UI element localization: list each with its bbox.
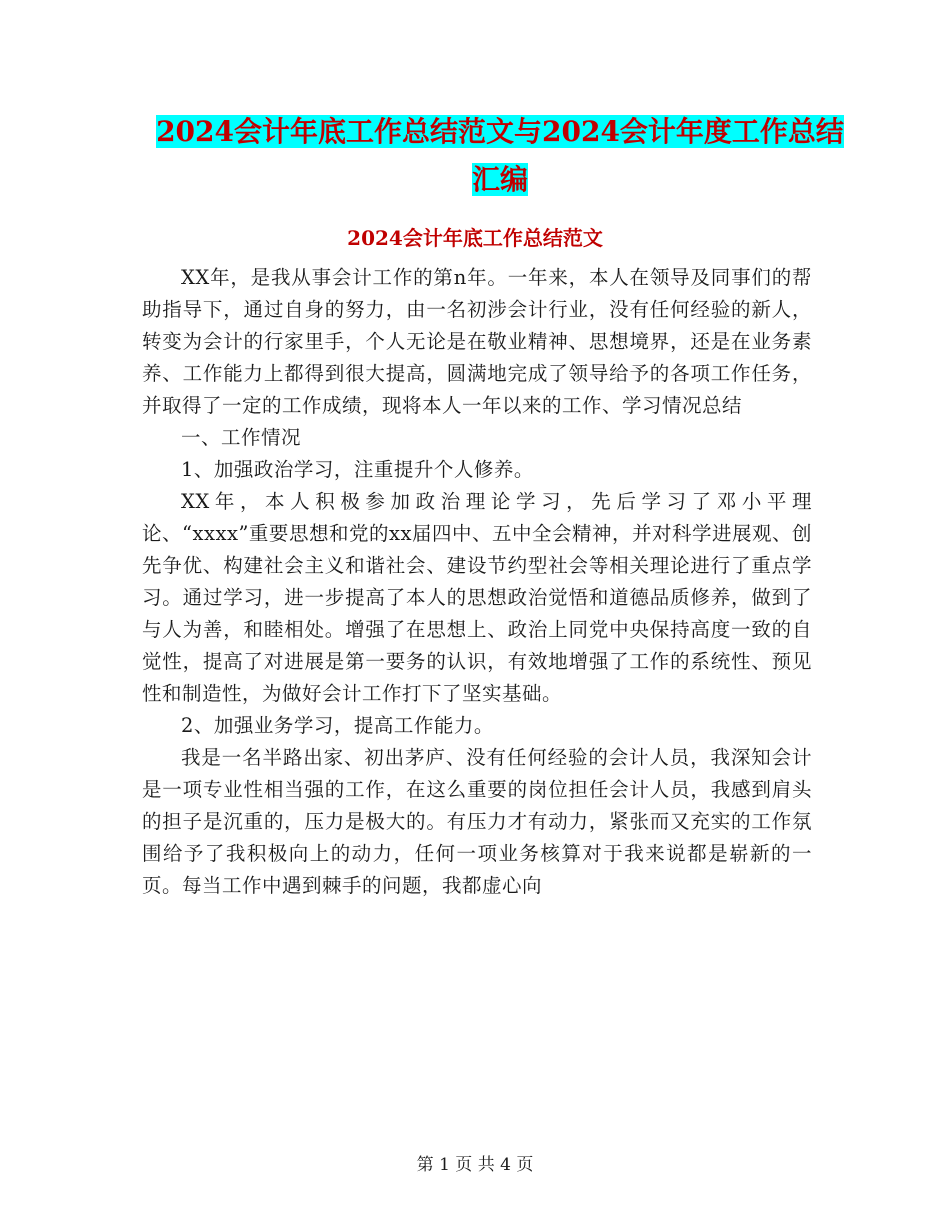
paragraph-business-study: 我是一名半路出家、初出茅庐、没有任何经验的会计人员，我深知会计是一项专业性相当强的工作，在这么重要的岗位担任会计人员，我感到肩头的担子是沉重的，压力是极大的。有压力才有动力，紧张而又充实的工作氛围给予了我积极向上的动力，任何一项业务核算对于我来说都是崭新的一页。每当工作中遇到棘手的问题，我都虚心向 xyxy=(142,746,812,897)
document-body xyxy=(142,262,812,902)
paragraph-political-study: XX年，本人积极参加政治理论学习，先后学习了邓小平理论、“xxxx”重要思想和党的xx届四中、五中全会精神，并对科学进展观、创先争优、构建社会主义和谐社会、建设节约型社会等相关理论进行了重点学习。通过学习，进一步提高了本人的思想政治觉悟和道德品质修养，做到了与人为善，和睦相处。增强了在思想上、政治上同党中央保持高度一致的自觉性，提高了对进展是第一要务的认识，有效地增强了工作的系统性、预见性和制造性，为做好会计工作打下了坚实基础。 xyxy=(142,490,812,705)
page-footer: 第 1 页 共 4 页 xyxy=(416,1155,534,1175)
heading-business-study: 2、加强业务学习，提高工作能力。 xyxy=(181,714,494,737)
heading-political-study: 1、加强政治学习，注重提升个人修养。 xyxy=(181,458,534,481)
title-line-2: 汇编 xyxy=(471,163,528,196)
document-title xyxy=(140,108,860,204)
title-line-1: 2024会计年底工作总结范文与2024会计年度工作总结 xyxy=(156,115,844,148)
paragraph-intro: XX年，是我从事会计工作的第n年。一年来，本人在领导及同事们的帮助指导下，通过自身的努力，由一名初涉会计行业，没有任何经验的新人，转变为会计的行家里手，个人无论是在敬业精神、思想境界，还是在业务素养、工作能力上都得到很大提高，圆满地完成了领导给予的各项工作任务，并取得了一定的工作成绩，现将本人一年以来的工作、学习情况总结 xyxy=(142,266,812,417)
section-title: 2024会计年底工作总结范文 xyxy=(347,226,603,250)
heading-work-situation: 一、工作情况 xyxy=(181,426,302,449)
